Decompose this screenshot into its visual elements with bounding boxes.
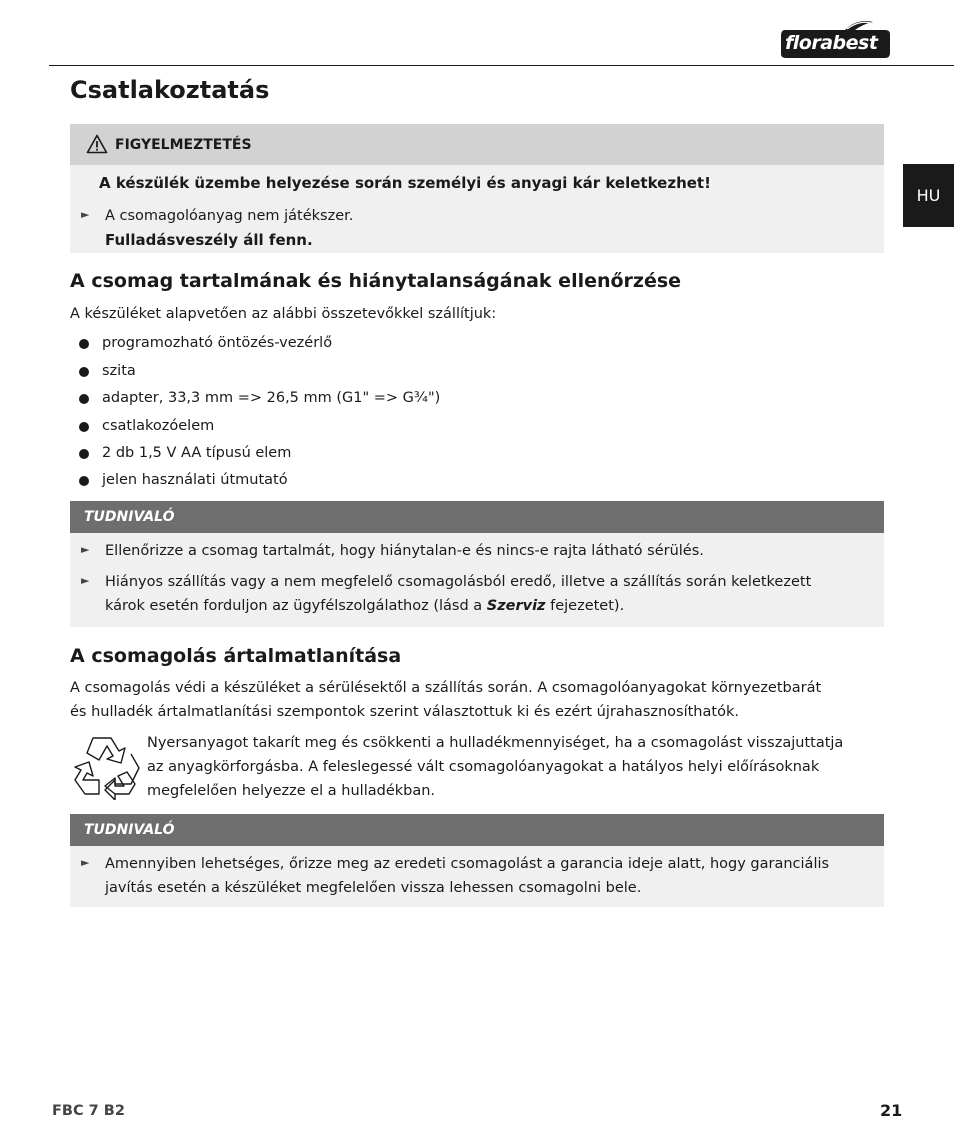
- note-box: [70, 501, 884, 627]
- contents-intro: A készüléket alapvetően az alábbi összetevőkkel szállítjuk:: [70, 306, 497, 322]
- logo-text: florabest: [785, 32, 878, 54]
- bullet-dot-icon: [79, 367, 89, 377]
- packaging-paragraph: A csomagolás védi a készüléket a sérülésektől a szállítás során. A csomagolóanyagokat környezetbarát és hulladék ártalmatlanítási szempontok szerint választottuk ki és ezért újrahasznosíthatók.: [70, 680, 822, 720]
- bullet-dot-icon: [79, 449, 89, 459]
- warning-item: [105, 204, 353, 252]
- page-number: 21: [880, 1101, 903, 1120]
- list-item: programozható öntözés-vezérlő: [79, 331, 859, 358]
- bullet-arrow-icon: ►: [81, 574, 90, 587]
- service-chapter-reference: Szerviz: [486, 598, 546, 614]
- bullet-arrow-icon: ►: [81, 856, 90, 869]
- list-item: jelen használati útmutató: [79, 468, 859, 495]
- recycling-icon: [71, 734, 141, 800]
- warning-statement: A készülék üzembe helyezése során személyi és anyagi kár keletkezhet!: [99, 174, 711, 192]
- warning-box: [70, 124, 884, 253]
- note-item: Hiányos szállítás vagy a nem megfelelő csomagolásból eredő, illetve a szállítás során keletkezett károk esetén forduljon az ügyfélszolgálathoz (lásd a Szerviz fejezetet).: [105, 574, 812, 614]
- bullet-dot-icon: [79, 394, 89, 404]
- warning-triangle-icon: [86, 134, 108, 154]
- note-box: [70, 814, 884, 907]
- header-rule: [49, 65, 954, 66]
- warning-item-text: A csomagolóanyag nem játékszer.: [105, 208, 354, 224]
- note-item: Amennyiben lehetséges, őrizze meg az eredeti csomagolást a garancia ideje alatt, hogy garanciális javítás esetén a készüléket megfelelően vissza lehessen csomagolni bele.: [105, 856, 830, 896]
- list-item: szita: [79, 359, 859, 386]
- section-heading-packaging: A csomagolás ártalmatlanítása: [70, 645, 402, 667]
- list-item: csatlakozóelem: [79, 414, 859, 441]
- note-header: TUDNIVALÓ: [70, 814, 884, 846]
- language-tab: HU: [903, 164, 954, 227]
- note-item: Ellenőrizze a csomag tartalmát, hogy hiánytalan-e és nincs-e rajta látható sérülés.: [105, 543, 704, 559]
- warning-header: [70, 124, 884, 165]
- recycling-paragraph: Nyersanyagot takarít meg és csökkenti a hulladékmennyiséget, ha a csomagolást visszajuttatja az anyagkörforgásba. A feleslegessé vált csomagolóanyagokat a hatályos helyi előírásoknak megfelelően helyezze el a hulladékban.: [147, 735, 844, 799]
- bullet-dot-icon: [79, 422, 89, 432]
- note-header: TUDNIVALÓ: [70, 501, 884, 533]
- list-item: 2 db 1,5 V AA típusú elem: [79, 441, 859, 468]
- page-title: Csatlakoztatás: [70, 76, 270, 104]
- section-heading-contents: A csomag tartalmának és hiánytalanságának ellenőrzése: [70, 270, 682, 292]
- warning-item-bold: Fulladásveszély áll fenn.: [105, 231, 313, 249]
- warning-label: FIGYELMEZTETÉS: [115, 137, 252, 153]
- list-item: adapter, 33,3 mm => 26,5 mm (G1" => G¾"): [79, 386, 859, 413]
- model-number: FBC 7 B2: [52, 1103, 125, 1119]
- bullet-dot-icon: [79, 339, 89, 349]
- bullet-arrow-icon: ►: [81, 543, 90, 556]
- bullet-dot-icon: [79, 476, 89, 486]
- bullet-arrow-icon: ►: [81, 208, 90, 221]
- florabest-logo: [777, 16, 894, 60]
